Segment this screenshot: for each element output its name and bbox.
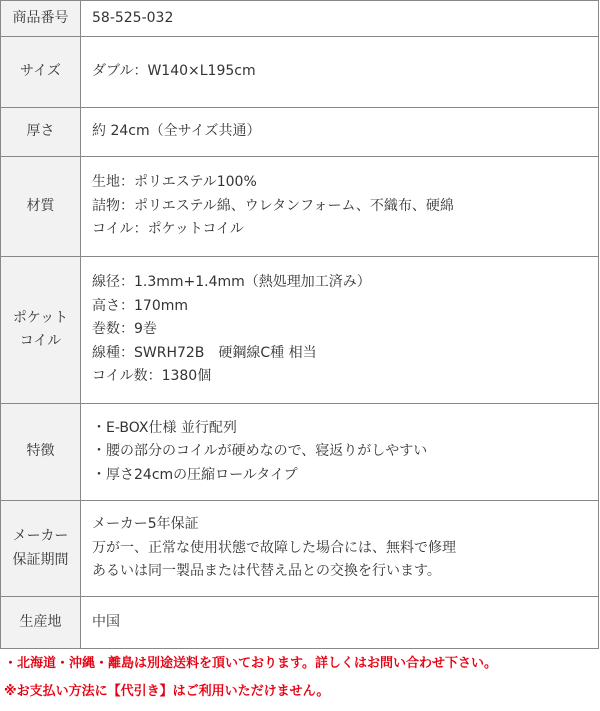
row-label: 材質	[1, 157, 81, 257]
shipping-note: ・北海道・沖縄・離島は別途送料を頂いております。詳しくはお問い合わせ下さい。	[4, 656, 497, 671]
row-label: 厚さ	[1, 108, 81, 157]
row-value: 約 24cm（全サイズ共通）	[81, 108, 599, 157]
row-label: 商品番号	[1, 1, 81, 37]
row-label: メーカー 保証期間	[1, 501, 81, 597]
row-label: ポケット コイル	[1, 257, 81, 404]
row-value: 生地：ポリエステル100% 詰物：ポリエステル綿、ウレタンフォーム、不織布、硬綿 コイル：ポケットコイル	[81, 157, 599, 257]
row-value: 線径：1.3mm+1.4mm（熱処理加工済み） 高さ：170mm 巻数：9巻 線種：SWRH72B 硬鋼線C種 相当 コイル数：1380個	[81, 257, 599, 404]
shipping-notes	[0, 650, 600, 706]
row-value: ・E-BOX仕様 並行配列 ・腰の部分のコイルが硬めなので、寝返りがしやすい ・厚さ24cmの圧縮ロールタイプ	[81, 404, 599, 501]
spec-row-origin	[1, 597, 599, 649]
spec-row-warranty	[1, 501, 599, 597]
row-value: ダブル：W140×L195cm	[81, 37, 599, 108]
spec-row-material	[1, 157, 599, 257]
spec-row-thickness	[1, 108, 599, 157]
spec-row-size	[1, 37, 599, 108]
row-label: サイズ	[1, 37, 81, 108]
row-value: 58-525-032	[81, 1, 599, 37]
payment-note: ※お支払い方法に【代引き】はご利用いただけません。	[4, 684, 330, 699]
row-label: 生産地	[1, 597, 81, 649]
spec-row-product-number	[1, 1, 599, 37]
spec-row-pocket-coil	[1, 257, 599, 404]
row-value: 中国	[81, 597, 599, 649]
row-label: 特徴	[1, 404, 81, 501]
row-value: メーカー5年保証 万が一、正常な使用状態で故障した場合には、無料で修理 あるいは同一製品または代替え品との交換を行います。	[81, 501, 599, 597]
spec-row-features	[1, 404, 599, 501]
